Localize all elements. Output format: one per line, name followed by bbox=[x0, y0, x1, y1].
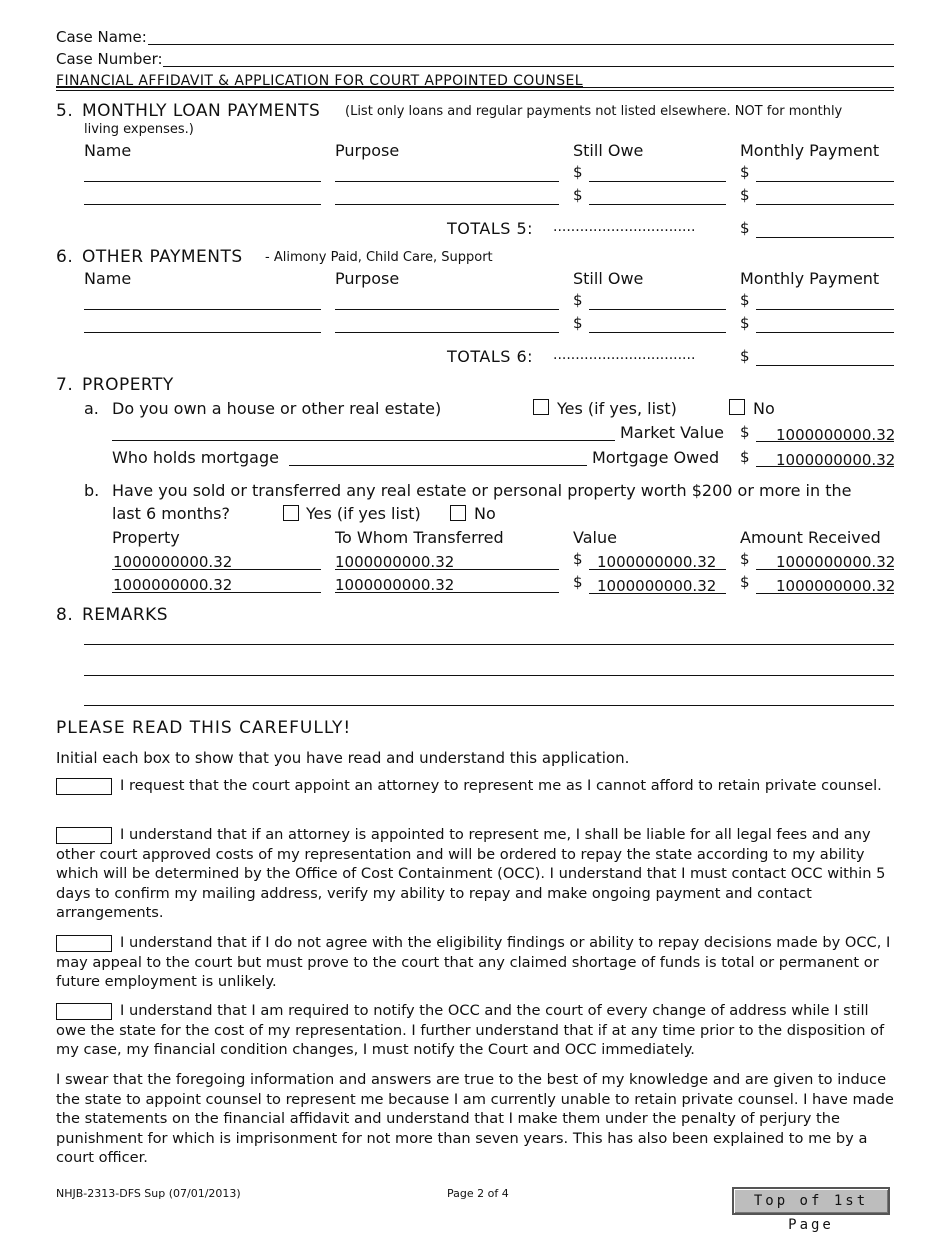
s7a-mortgage-owed-dollar: $ bbox=[740, 448, 750, 466]
s6-col-purpose: Purpose bbox=[335, 269, 400, 288]
acknowledgement-1-text: I request that the court appoint an attorney to represent me as I cannot afford to retain private counsel. bbox=[120, 777, 882, 794]
s7a-mortgage-owed: 1000000000.32 bbox=[776, 451, 896, 469]
section-5-note: (List only loans and regular payments not listed elsewhere. NOT for monthly bbox=[345, 104, 843, 119]
s6-row1-owe[interactable] bbox=[589, 309, 726, 310]
case-name-label: Case Name: bbox=[56, 28, 147, 46]
s5-row2-owe[interactable] bbox=[589, 204, 726, 205]
s7b-row1-amount-field[interactable] bbox=[756, 569, 894, 570]
s5-row2-name[interactable] bbox=[84, 204, 321, 205]
s5-totals-field[interactable] bbox=[756, 237, 894, 238]
s7b-row2-amount-field[interactable] bbox=[756, 593, 894, 594]
s6-totals-label: TOTALS 6: bbox=[447, 347, 534, 366]
s5-row2-monthly[interactable] bbox=[756, 204, 894, 205]
s7b-letter: b. bbox=[84, 481, 100, 500]
case-name-field[interactable] bbox=[148, 44, 894, 45]
s7a-no-checkbox[interactable] bbox=[729, 399, 745, 415]
section-5-title: MONTHLY LOAN PAYMENTS bbox=[82, 101, 321, 121]
section-6-number: 6. bbox=[56, 247, 74, 267]
s7b-col-amount: Amount Received bbox=[740, 528, 881, 547]
s6-col-name: Name bbox=[84, 269, 132, 288]
s6-row2-purpose[interactable] bbox=[335, 332, 559, 333]
s5-totals-dots: ................................ bbox=[553, 219, 696, 235]
s7b-yes-checkbox[interactable] bbox=[283, 505, 299, 521]
s7a-question: Do you own a house or other real estate) bbox=[112, 399, 442, 418]
acknowledgement-4-text: I understand that I am required to notify the OCC and the court of every change of address while I still owe the state for the cost of my representation. I further understand that if at any time prior to the disposition of my case, my financial condition changes, I must notify the Court and OCC immediately. bbox=[56, 1002, 885, 1059]
s7b-row2-amount-dollar: $ bbox=[740, 573, 750, 591]
s5-col-purpose: Purpose bbox=[335, 141, 400, 160]
s7a-mortgage-holder-label: Who holds mortgage bbox=[112, 448, 279, 467]
s6-totals-dollar: $ bbox=[740, 347, 750, 365]
s6-row1-name[interactable] bbox=[84, 309, 321, 310]
read-carefully-heading: PLEASE READ THIS CAREFULLY! bbox=[56, 718, 352, 738]
s6-col-owe: Still Owe bbox=[573, 269, 644, 288]
s7b-row2-value-field[interactable] bbox=[589, 593, 726, 594]
top-of-first-page-button[interactable]: Top of 1st Page bbox=[732, 1187, 890, 1215]
s5-row1-purpose[interactable] bbox=[335, 181, 559, 182]
s7a-market-value-dollar: $ bbox=[740, 423, 750, 441]
s7a-market-value: 1000000000.32 bbox=[776, 426, 896, 444]
acknowledgement-2 bbox=[56, 825, 896, 923]
section-6-title: OTHER PAYMENTS bbox=[82, 247, 243, 267]
s7b-row1-to-whom: 1000000000.32 bbox=[335, 553, 455, 571]
read-intro: Initial each box to show that you have read and understand this application. bbox=[56, 749, 630, 767]
section-7-title: PROPERTY bbox=[82, 375, 174, 395]
acknowledgement-4 bbox=[56, 1001, 896, 1060]
section-6-note: - Alimony Paid, Child Care, Support bbox=[265, 250, 493, 265]
s5-col-monthly: Monthly Payment bbox=[740, 141, 880, 160]
s5-row1-owe-dollar: $ bbox=[573, 163, 583, 181]
acknowledgement-1 bbox=[56, 776, 896, 796]
s5-totals-dollar: $ bbox=[740, 219, 750, 237]
s5-row2-owe-dollar: $ bbox=[573, 186, 583, 204]
s6-row1-monthly[interactable] bbox=[756, 309, 894, 310]
s7b-col-property: Property bbox=[112, 528, 180, 547]
s5-row1-monthly[interactable] bbox=[756, 181, 894, 182]
s7b-question-cont: last 6 months? bbox=[112, 504, 230, 523]
s6-col-monthly: Monthly Payment bbox=[740, 269, 880, 288]
s7a-property-list-field[interactable] bbox=[112, 440, 615, 441]
s7b-yes-label: Yes (if yes list) bbox=[306, 504, 421, 523]
form-id: NHJB-2313-DFS Sup (07/01/2013) bbox=[56, 1187, 241, 1200]
s6-row2-owe[interactable] bbox=[589, 332, 726, 333]
acknowledgement-3-text: I understand that if I do not agree with the eligibility findings or ability to repay decisions made by OCC, I may appeal to the court but must prove to the court that any claimed shortage of funds is total or permanent or future employment is unlikely. bbox=[56, 934, 891, 991]
s7b-row1-property: 1000000000.32 bbox=[113, 553, 233, 571]
s7b-row2-amount: 1000000000.32 bbox=[776, 577, 896, 595]
s7a-no-label: No bbox=[753, 399, 775, 418]
s6-totals-dots: ................................ bbox=[553, 347, 696, 363]
section-5-note-cont: living expenses.) bbox=[84, 122, 194, 137]
s7a-yes-checkbox[interactable] bbox=[533, 399, 549, 415]
s6-row1-owe-dollar: $ bbox=[573, 291, 583, 309]
s6-row1-purpose[interactable] bbox=[335, 309, 559, 310]
s5-totals-label: TOTALS 5: bbox=[447, 219, 534, 238]
s7b-row2-value: 1000000000.32 bbox=[597, 577, 717, 595]
section-8-number: 8. bbox=[56, 605, 74, 625]
s7b-row1-property-field[interactable] bbox=[112, 569, 321, 570]
s7b-row1-value: 1000000000.32 bbox=[597, 553, 717, 571]
remarks-line-2[interactable] bbox=[84, 675, 894, 676]
s7a-mortgage-owed-label: Mortgage Owed bbox=[592, 448, 720, 467]
title-rule-2 bbox=[56, 90, 894, 91]
oath-paragraph: I swear that the foregoing information and answers are true to the best of my knowledge and are given to induce the state to appoint counsel to represent me because I am currently unable to retain private counsel. I have made the statements on the financial affidavit and understand that I make them under the penalty of perjury the punishment for which is imprisonment for not more than seven years. This has also been explained to me by a court officer. bbox=[56, 1071, 894, 1167]
s6-row2-name[interactable] bbox=[84, 332, 321, 333]
page-number: Page 2 of 4 bbox=[447, 1187, 509, 1200]
s7a-mortgage-holder-field[interactable] bbox=[289, 465, 587, 466]
s7b-row1-value-field[interactable] bbox=[589, 569, 726, 570]
s7b-question: Have you sold or transferred any real estate or personal property worth $200 or more in the bbox=[112, 481, 852, 500]
s7b-row1-to-whom-field[interactable] bbox=[335, 569, 559, 570]
s7b-row2-property: 1000000000.32 bbox=[113, 576, 233, 594]
case-number-field[interactable] bbox=[163, 66, 894, 67]
section-5-number: 5. bbox=[56, 101, 74, 121]
s7a-letter: a. bbox=[84, 399, 99, 418]
form-title: FINANCIAL AFFIDAVIT & APPLICATION FOR COURT APPOINTED COUNSEL bbox=[56, 73, 583, 89]
s5-row1-name[interactable] bbox=[84, 181, 321, 182]
s5-row1-owe[interactable] bbox=[589, 181, 726, 182]
s7b-no-label: No bbox=[474, 504, 496, 523]
s5-col-name: Name bbox=[84, 141, 132, 160]
s7b-col-value: Value bbox=[573, 528, 617, 547]
remarks-line-3[interactable] bbox=[84, 705, 894, 706]
s7b-no-checkbox[interactable] bbox=[450, 505, 466, 521]
s7b-row1-amount-dollar: $ bbox=[740, 550, 750, 568]
s7b-row1-value-dollar: $ bbox=[573, 550, 583, 568]
s7b-row2-value-dollar: $ bbox=[573, 573, 583, 591]
s6-row2-monthly-dollar: $ bbox=[740, 314, 750, 332]
s7b-row1-amount: 1000000000.32 bbox=[776, 553, 896, 571]
acknowledgement-3 bbox=[56, 933, 896, 992]
case-number-label: Case Number: bbox=[56, 50, 163, 68]
s6-totals-field[interactable] bbox=[756, 365, 894, 366]
s6-row2-owe-dollar: $ bbox=[573, 314, 583, 332]
section-7-number: 7. bbox=[56, 375, 74, 395]
s7b-row2-to-whom: 1000000000.32 bbox=[335, 576, 455, 594]
s5-row1-monthly-dollar: $ bbox=[740, 163, 750, 181]
section-8-title: REMARKS bbox=[82, 605, 169, 625]
title-rule-1 bbox=[56, 87, 894, 88]
remarks-line-1[interactable] bbox=[84, 644, 894, 645]
s6-row1-monthly-dollar: $ bbox=[740, 291, 750, 309]
s7b-row2-to-whom-field[interactable] bbox=[335, 592, 559, 593]
s7b-col-to-whom: To Whom Transferred bbox=[335, 528, 504, 547]
acknowledgement-2-text: I understand that if an attorney is appointed to represent me, I shall be liable for all legal fees and any other court approved costs of my representation and will be ordered to repay the state according to my ability which will be determined by the Office of Cost Containment (OCC). I understand that I must contact OCC within 5 days to confirm my mailing address, verify my ability to repay and make ongoing payment and contact arrangements. bbox=[56, 826, 886, 922]
s5-row2-purpose[interactable] bbox=[335, 204, 559, 205]
s6-row2-monthly[interactable] bbox=[756, 332, 894, 333]
s7a-market-value-label: Market Value bbox=[620, 423, 725, 442]
s5-col-owe: Still Owe bbox=[573, 141, 644, 160]
s7a-yes-label: Yes (if yes, list) bbox=[557, 399, 677, 418]
s7b-row2-property-field[interactable] bbox=[112, 592, 321, 593]
s5-row2-monthly-dollar: $ bbox=[740, 186, 750, 204]
